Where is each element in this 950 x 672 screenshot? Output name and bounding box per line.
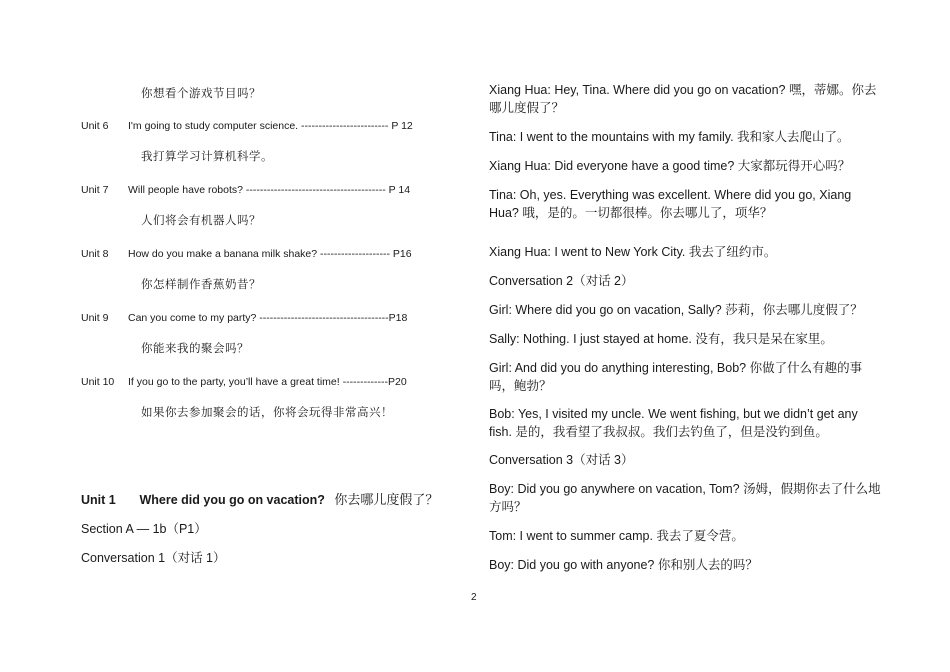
conversation-label: Conversation 1（对话 1） (81, 551, 226, 565)
unit-number: Unit 1 (81, 493, 116, 507)
dialogue-line: Girl: Where did you go on vacation, Sally? 莎莉，你去哪儿度假了？ (489, 303, 863, 317)
dialogue-line: Tina: I went to the mountains with my family. 我和家人去爬山了。 (489, 130, 850, 144)
dialogue-line: Boy: Did you go with anyone? 你和别人去的吗？ (489, 558, 758, 572)
dialogue-line: Xiang Hua: Did everyone have a good time? 大家都玩得开心吗？ (489, 159, 851, 173)
toc-chinese-line: 如果你去参加聚会的话，你将会玩得非常高兴！ (141, 407, 393, 419)
toc-title: Will people have robots? ---------------------------------------- P 14 (128, 184, 411, 196)
dialogue-line: Xiang Hua: I went to New York City. 我去了纽约市。 (489, 245, 777, 259)
toc-chinese-line: 你能来我的聚会吗？ (141, 343, 249, 355)
dialogue-line: Bob: Yes, I visited my uncle. We went fishing, but we didn’t get any fish. 是的，我看望了我叔叔。我们去钓鱼了，但是没钓到鱼。 (489, 407, 858, 439)
toc-chinese-line: 我打算学习计算机科学。 (141, 151, 273, 163)
toc-unit-label: Unit 9 (81, 312, 109, 324)
unit-title-chinese: 你去哪儿度假了？ (334, 492, 439, 507)
dialogue-line: Sally: Nothing. I just stayed at home. 没有，我只是呆在家里。 (489, 332, 833, 346)
toc-entry-unit-10 (81, 374, 407, 390)
dialogue-line: Tina: Oh, yes. Everything was excellent. Where did you go, Xiang Hua? 哦，是的。一切都很棒。你去哪儿了，项华？ (489, 188, 852, 220)
unit-title: Where did you go on vacation? (139, 493, 325, 507)
unit-heading (81, 492, 438, 508)
toc-entry-unit-8 (81, 246, 412, 262)
toc-title: Can you come to my party? -------------------------------------P18 (128, 312, 408, 324)
toc-title: I'm going to study computer science. ------------------------- P 12 (128, 120, 413, 132)
toc-chinese-line: 人们将会有机器人吗？ (141, 215, 261, 227)
dialogue-line: Boy: Did you go anywhere on vacation, Tom? 汤姆，假期你去了什么地方吗？ (489, 482, 881, 514)
toc-chinese-line: 你怎样制作香蕉奶昔？ (141, 279, 261, 291)
dialogue-line: Xiang Hua: Hey, Tina. Where did you go on vacation? 嘿，蒂娜。你去哪儿度假了？ (489, 83, 877, 115)
section-label: Section A — 1b（P1） (81, 522, 207, 536)
toc-unit-label: Unit 10 (81, 376, 115, 388)
page-number: 2 (471, 592, 477, 603)
conversation-label: Conversation 2（对话 2） (489, 274, 634, 288)
toc-entry-unit-7 (81, 182, 410, 198)
toc-title: How do you make a banana milk shake? -------------------- P16 (128, 248, 412, 260)
toc-title: If you go to the party, you’ll have a great time! -------------P20 (128, 376, 407, 388)
toc-entry-unit-9 (81, 310, 407, 326)
toc-unit-label: Unit 6 (81, 120, 109, 132)
dialogue-line: Girl: And did you do anything interesting, Bob? 你做了什么有趣的事吗，鲍勃？ (489, 361, 863, 393)
toc-chinese-line: 你想看个游戏节目吗？ (141, 88, 261, 100)
toc-entry-unit-6 (81, 118, 413, 134)
toc-unit-label: Unit 8 (81, 248, 109, 260)
toc-unit-label: Unit 7 (81, 184, 109, 196)
dialogue-line: Tom: I went to summer camp. 我去了夏令营。 (489, 529, 744, 543)
conversation-label: Conversation 3（对话 3） (489, 453, 634, 467)
